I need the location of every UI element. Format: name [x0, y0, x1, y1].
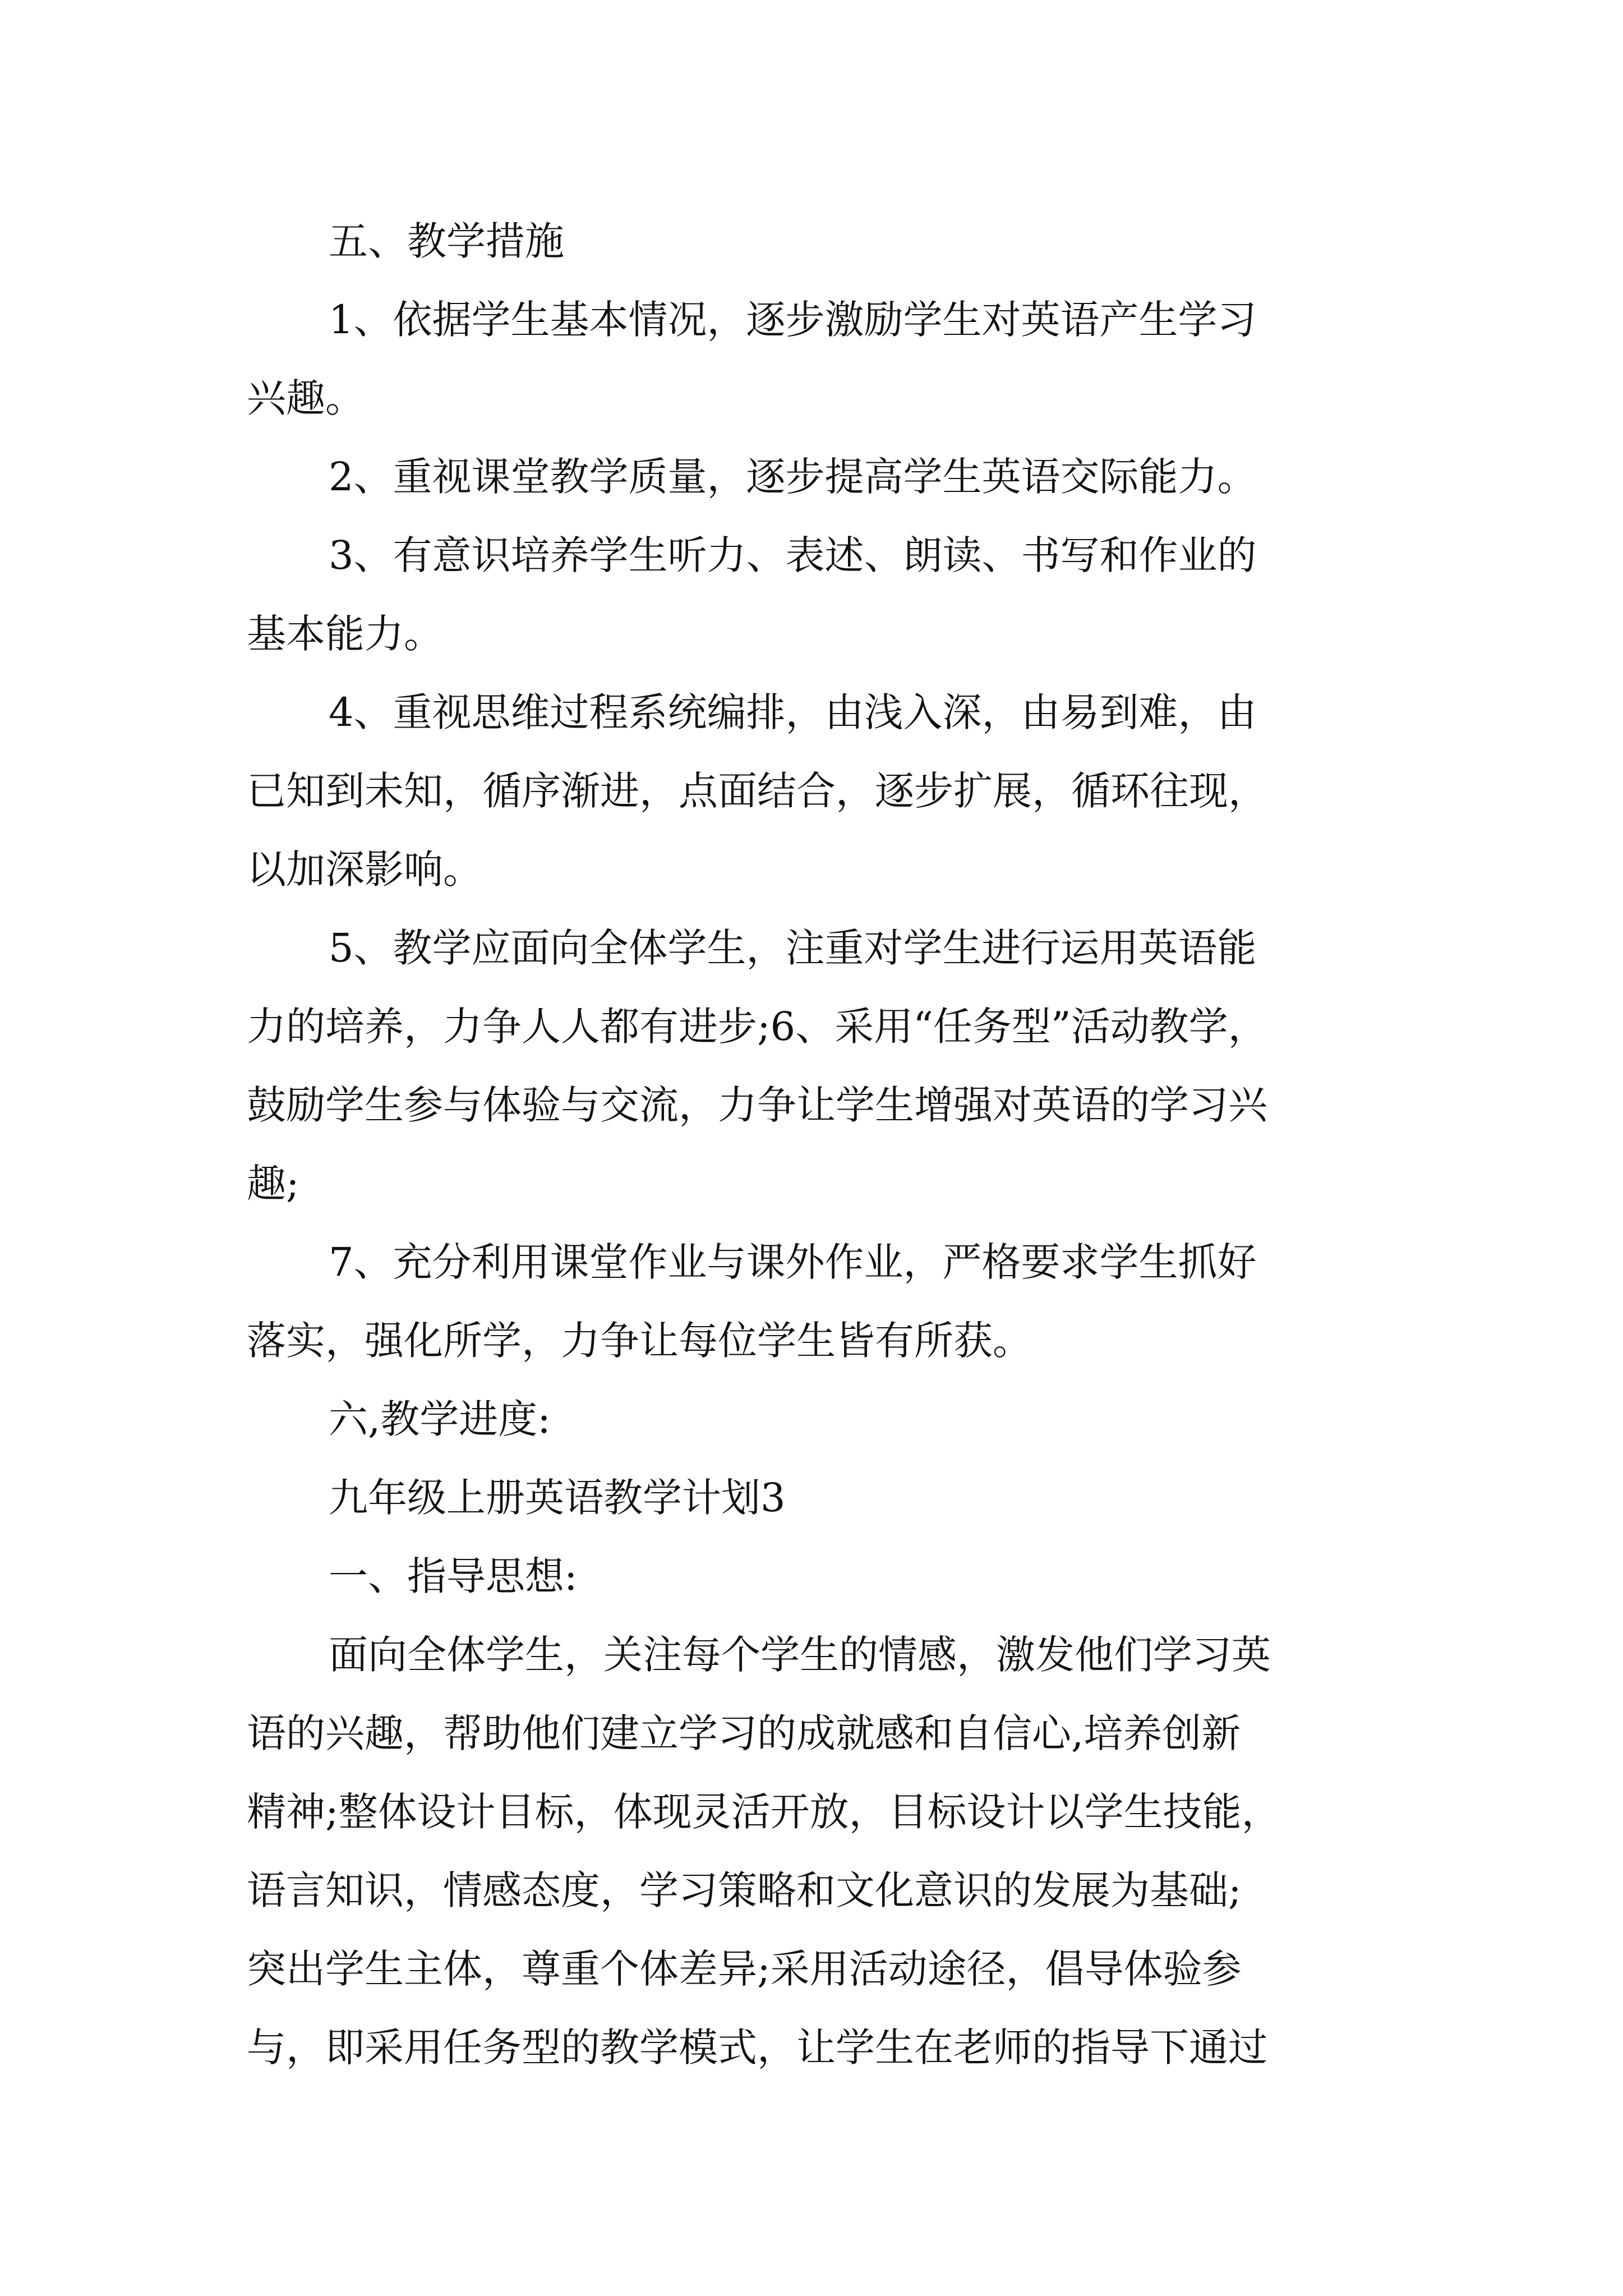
text-line: 突出学生主体，尊重个体差异;采用活动途径，倡导体验参 — [247, 1946, 1242, 1992]
text-line: 3、有意识培养学生听力、表述、朗读、书写和作业的 — [329, 532, 1257, 578]
text-line: 力的培养，力争人人都有进步;6、采用“任务型”活动教学， — [247, 1004, 1267, 1050]
text-line: 五、教学措施 — [329, 218, 564, 264]
text-line: 基本能力。 — [247, 611, 443, 657]
text-line: 以加深影响。 — [247, 846, 482, 892]
text-line: 落实，强化所学，力争让每位学生皆有所获。 — [247, 1318, 1032, 1364]
text-line: 六,教学进度: — [329, 1396, 551, 1442]
text-line: 面向全体学生，关注每个学生的情感，激发他们学习英 — [329, 1632, 1271, 1678]
text-line: 与，即采用任务型的教学模式，让学生在老师的指导下通过 — [247, 2024, 1267, 2070]
text-line: 兴趣。 — [247, 375, 365, 421]
text-line: 趣; — [247, 1161, 299, 1207]
text-line: 已知到未知，循序渐进，点面结合，逐步扩展，循环往现， — [247, 768, 1267, 814]
text-line: 1、依据学生基本情况，逐步激励学生对英语产生学习 — [329, 297, 1257, 343]
document-body — [247, 202, 1385, 2087]
text-line: 5、教学应面向全体学生，注重对学生进行运用英语能 — [329, 925, 1257, 971]
text-line: 2、重视课堂教学质量，逐步提高学生英语交际能力。 — [329, 454, 1257, 500]
text-line: 一、指导思想: — [329, 1553, 578, 1599]
text-line: 语的兴趣，帮助他们建立学习的成就感和自信心,培养创新 — [247, 1710, 1241, 1756]
text-line: 精神;整体设计目标，体现灵活开放，目标设计以学生技能， — [247, 1789, 1281, 1835]
text-line: 4、重视思维过程系统编排，由浅入深，由易到难，由 — [329, 689, 1257, 735]
text-line: 语言知识，情感态度，学习策略和文化意识的发展为基础; — [247, 1867, 1242, 1913]
text-line: 鼓励学生参与体验与交流，力争让学生增强对英语的学习兴 — [247, 1082, 1267, 1128]
text-line: 九年级上册英语教学计划3 — [329, 1475, 786, 1521]
text-line: 7、充分利用课堂作业与课外作业，严格要求学生抓好 — [329, 1239, 1257, 1285]
